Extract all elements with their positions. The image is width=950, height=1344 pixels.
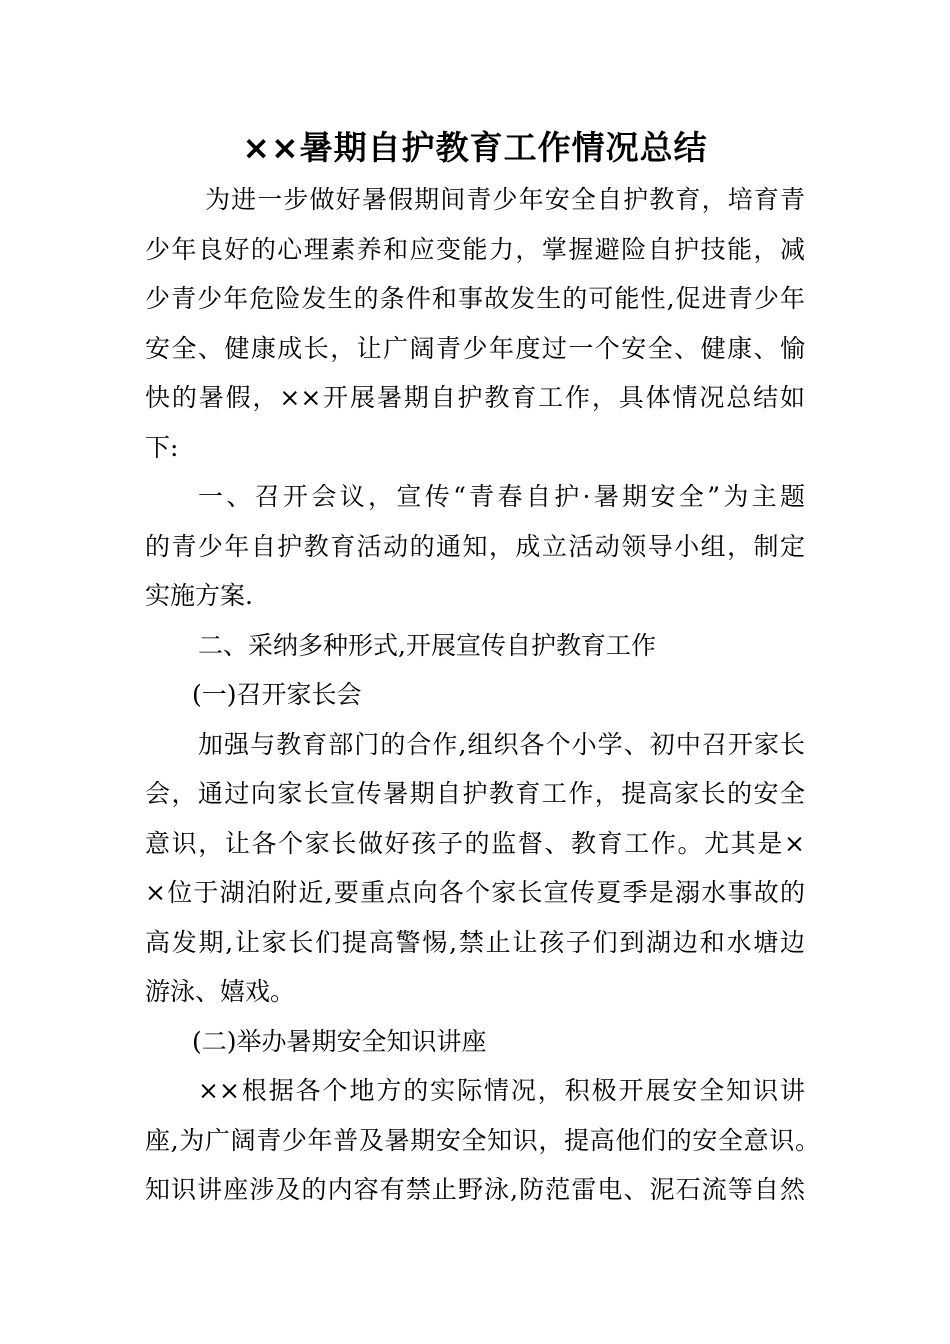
paragraph-line: 少年良好的心理素养和应变能力，掌握避险自护技能，减 (145, 235, 805, 264)
paragraph-line: 少青少年危险发生的条件和事故发生的可能性,促进青少年 (145, 284, 805, 313)
paragraph-line: 安全、健康成长，让广阔青少年度过一个安全、健康、愉 (145, 334, 805, 363)
paragraph-line: 知识讲座涉及的内容有禁止野泳,防范雷电、泥石流等自然 (145, 1175, 805, 1204)
paragraph-line: ××根据各个地方的实际情况，积极开展安全知识讲 (198, 1076, 805, 1105)
paragraph-line: 快的暑假，××开展暑期自护教育工作，具体情况总结如 (145, 383, 805, 412)
paragraph-line: 游泳、嬉戏。 (145, 977, 296, 1006)
subsection-heading: (二)举办暑期安全知识讲座 (192, 1027, 487, 1056)
paragraph-line: 实施方案. (145, 581, 253, 610)
paragraph-line: 加强与教育部门的合作,组织各个小学、初中召开家长 (198, 730, 805, 759)
section-heading: 二、采纳多种形式,开展宣传自护教育工作 (198, 631, 656, 660)
subsection-heading: (一)召开家长会 (192, 680, 362, 709)
paragraph-line: 座,为广阔青少年普及暑期安全知识，提高他们的安全意识。 (145, 1126, 820, 1155)
document-title: ××暑期自护教育工作情况总结 (242, 128, 708, 167)
paragraph-line: 会，通过向家长宣传暑期自护教育工作，提高家长的安全 (145, 779, 805, 808)
paragraph-line: 高发期,让家长们提高警惕,禁止让孩子们到湖边和水塘边 (145, 928, 805, 957)
paragraph-line: 意识，让各个家长做好孩子的监督、教育工作。尤其是× (145, 829, 805, 858)
paragraph-line: ×位于湖泊附近,要重点向各个家长宣传夏季是溺水事故的 (145, 878, 805, 907)
paragraph-line: 一、召开会议，宣传“青春自护·暑期安全”为主题 (198, 482, 805, 511)
paragraph-line: 为进一步做好暑假期间青少年安全自护教育，培育青 (205, 185, 805, 214)
paragraph-line: 的青少年自护教育活动的通知，成立活动领导小组，制定 (145, 532, 805, 561)
paragraph-line: 下: (145, 433, 179, 462)
